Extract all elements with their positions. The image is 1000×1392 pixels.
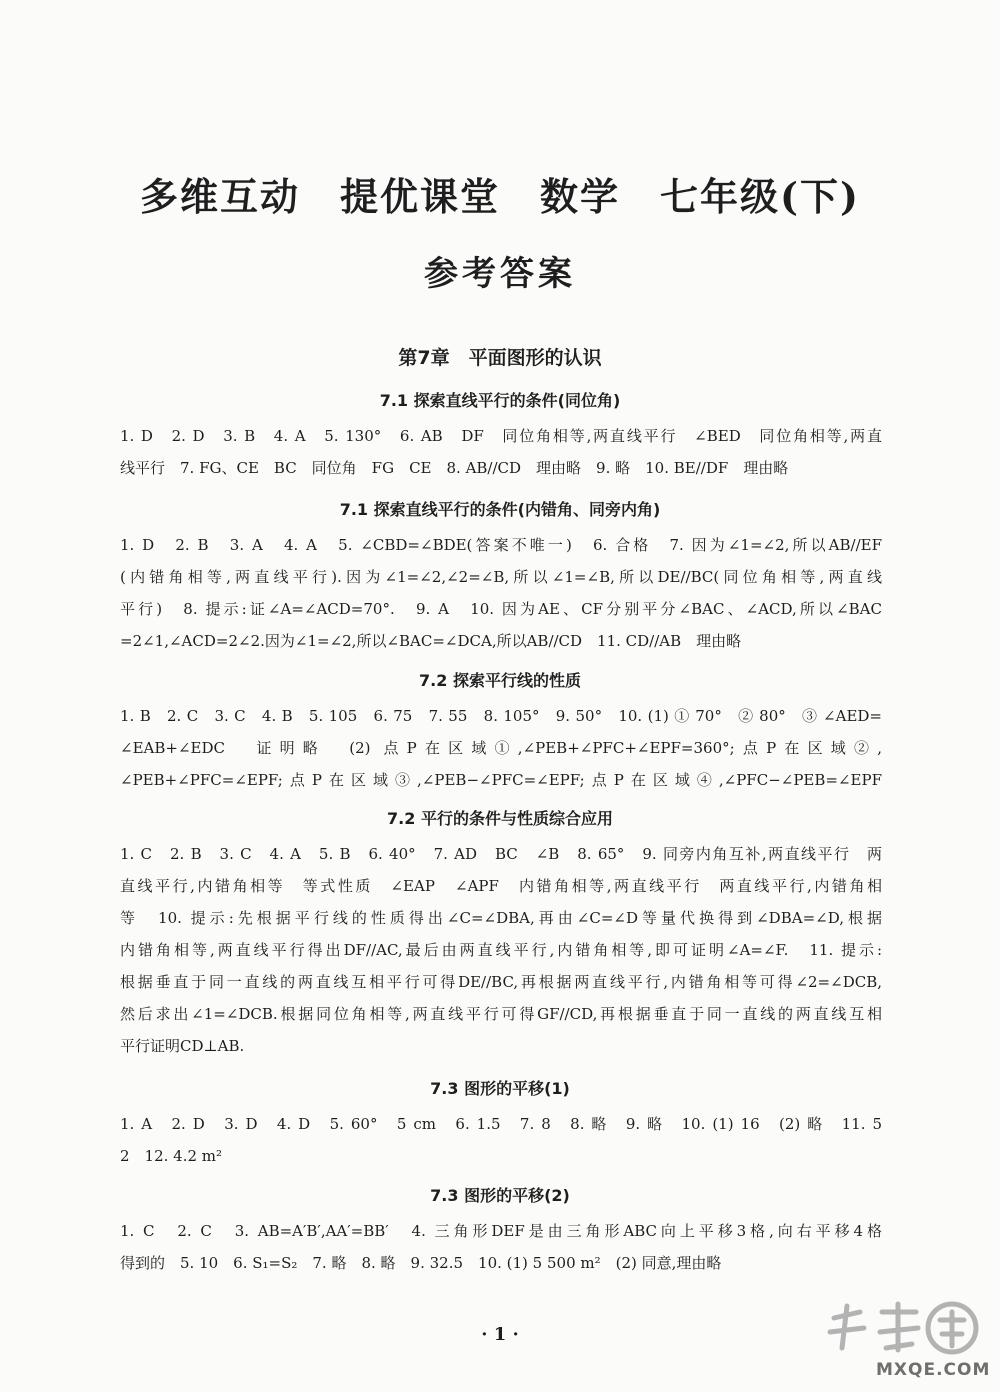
answer-line: ∠PEB+∠PFC=∠EPF;点P在区域③,∠PEB−∠PFC=∠EPF;点P在区域④,∠PFC−∠PEB=∠EPF bbox=[120, 771, 882, 789]
answer-line: (内错角相等,两直线平行).因为∠1=∠2,∠2=∠B,所以∠1=∠B,所以DE//BC(同位角相等,两直线 bbox=[120, 568, 882, 586]
answer-line: 线平行 7. FG、CE BC 同位角 FG CE 8. AB//CD 理由略 9. 略 10. BE//DF 理由略 bbox=[120, 459, 789, 477]
section-answers bbox=[120, 1215, 882, 1279]
section-answers bbox=[120, 838, 882, 1062]
page-title: 多维互动 提优课堂 数学 七年级(下) bbox=[140, 174, 860, 219]
page-number: · 1 · bbox=[481, 1324, 519, 1345]
answer-line: 1. C 2. B 3. C 4. A 5. B 6. 40° 7. AD BC ∠B 8. 65° 9. 同旁内角互补,两直线平行 两 bbox=[120, 845, 882, 863]
answer-line: 等 10. 提示:先根据平行线的性质得出∠C=∠DBA,再由∠C=∠D等量代换得到∠DBA=∠D,根据 bbox=[120, 909, 882, 927]
page-subtitle: 参考答案 bbox=[424, 254, 576, 294]
answer-line: 1. D 2. B 3. A 4. A 5. ∠CBD=∠BDE(答案不唯一) 6. 合格 7. 因为∠1=∠2,所以AB//EF bbox=[120, 536, 882, 554]
answer-line: 1. D 2. D 3. B 4. A 5. 130° 6. AB DF 同位角相等,两直线平行 ∠BED 同位角相等,两直 bbox=[120, 427, 882, 445]
answer-line: 根据垂直于同一直线的两直线互相平行可得DE//BC,再根据两直线平行,内错角相等可得∠2=∠DCB, bbox=[120, 973, 882, 991]
answer-line: 1. C 2. C 3. AB=A′B′,AA′=BB′ 4. 三角形DEF是由三角形ABC向上平移3格,向右平移4格 bbox=[120, 1222, 882, 1240]
section-title: 7.3 图形的平移(2) bbox=[430, 1186, 570, 1205]
answer-line: 2 12. 4.2 m² bbox=[120, 1147, 223, 1165]
section-answers bbox=[120, 529, 882, 657]
chapter-heading: 第7章 平面图形的认识 bbox=[398, 347, 602, 369]
answer-line: ∠EAB+∠EDC 证明略 (2) 点P在区域①,∠PEB+∠PFC+∠EPF=360°;点P在区域②, bbox=[120, 739, 882, 757]
section-title: 7.3 图形的平移(1) bbox=[430, 1079, 570, 1098]
section-title: 7.2 探索平行线的性质 bbox=[419, 671, 581, 690]
answer-line: 平行证明CD⊥AB. bbox=[120, 1037, 245, 1055]
answer-line: 得到的 5. 10 6. S₁=S₂ 7. 略 8. 略 9. 32.5 10. (1) 5 500 m² (2) 同意,理由略 bbox=[120, 1254, 722, 1272]
answer-line: =2∠1,∠ACD=2∠2.因为∠1=∠2,所以∠BAC=∠DCA,所以AB//CD 11. CD//AB 理由略 bbox=[120, 632, 742, 650]
section-answers bbox=[120, 420, 882, 484]
watermark-url: MXQE.COM bbox=[876, 1360, 991, 1380]
answer-line: 1. A 2. D 3. D 4. D 5. 60° 5 cm 6. 1.5 7. 8 8. 略 9. 略 10. (1) 16 (2) 略 11. 5 bbox=[120, 1115, 882, 1133]
section-title: 7.2 平行的条件与性质综合应用 bbox=[387, 809, 613, 828]
answer-line: 内错角相等,两直线平行得出DF//AC,最后由两直线平行,内错角相等,即可证明∠A=∠F. 11. 提示: bbox=[120, 941, 882, 959]
section-answers bbox=[120, 700, 882, 796]
answer-line: 1. B 2. C 3. C 4. B 5. 105 6. 75 7. 55 8. 105° 9. 50° 10. (1) ① 70° ② 80° ③ ∠AED= bbox=[120, 707, 882, 725]
section-title: 7.1 探索直线平行的条件(同位角) bbox=[379, 391, 621, 410]
section-answers bbox=[120, 1108, 882, 1172]
answer-line: 然后求出∠1=∠DCB.根据同位角相等,两直线平行可得GF//CD,再根据垂直于同一直线的两直线互相 bbox=[120, 1005, 882, 1023]
answer-line: 直线平行,内错角相等 等式性质 ∠EAP ∠APF 内错角相等,两直线平行 两直线平行,内错角相 bbox=[120, 877, 882, 895]
answer-line: 平行) 8. 提示:证∠A=∠ACD=70°. 9. A 10. 因为AE、CF分别平分∠BAC、∠ACD,所以∠BAC bbox=[120, 600, 882, 618]
section-title: 7.1 探索直线平行的条件(内错角、同旁内角) bbox=[339, 500, 661, 519]
